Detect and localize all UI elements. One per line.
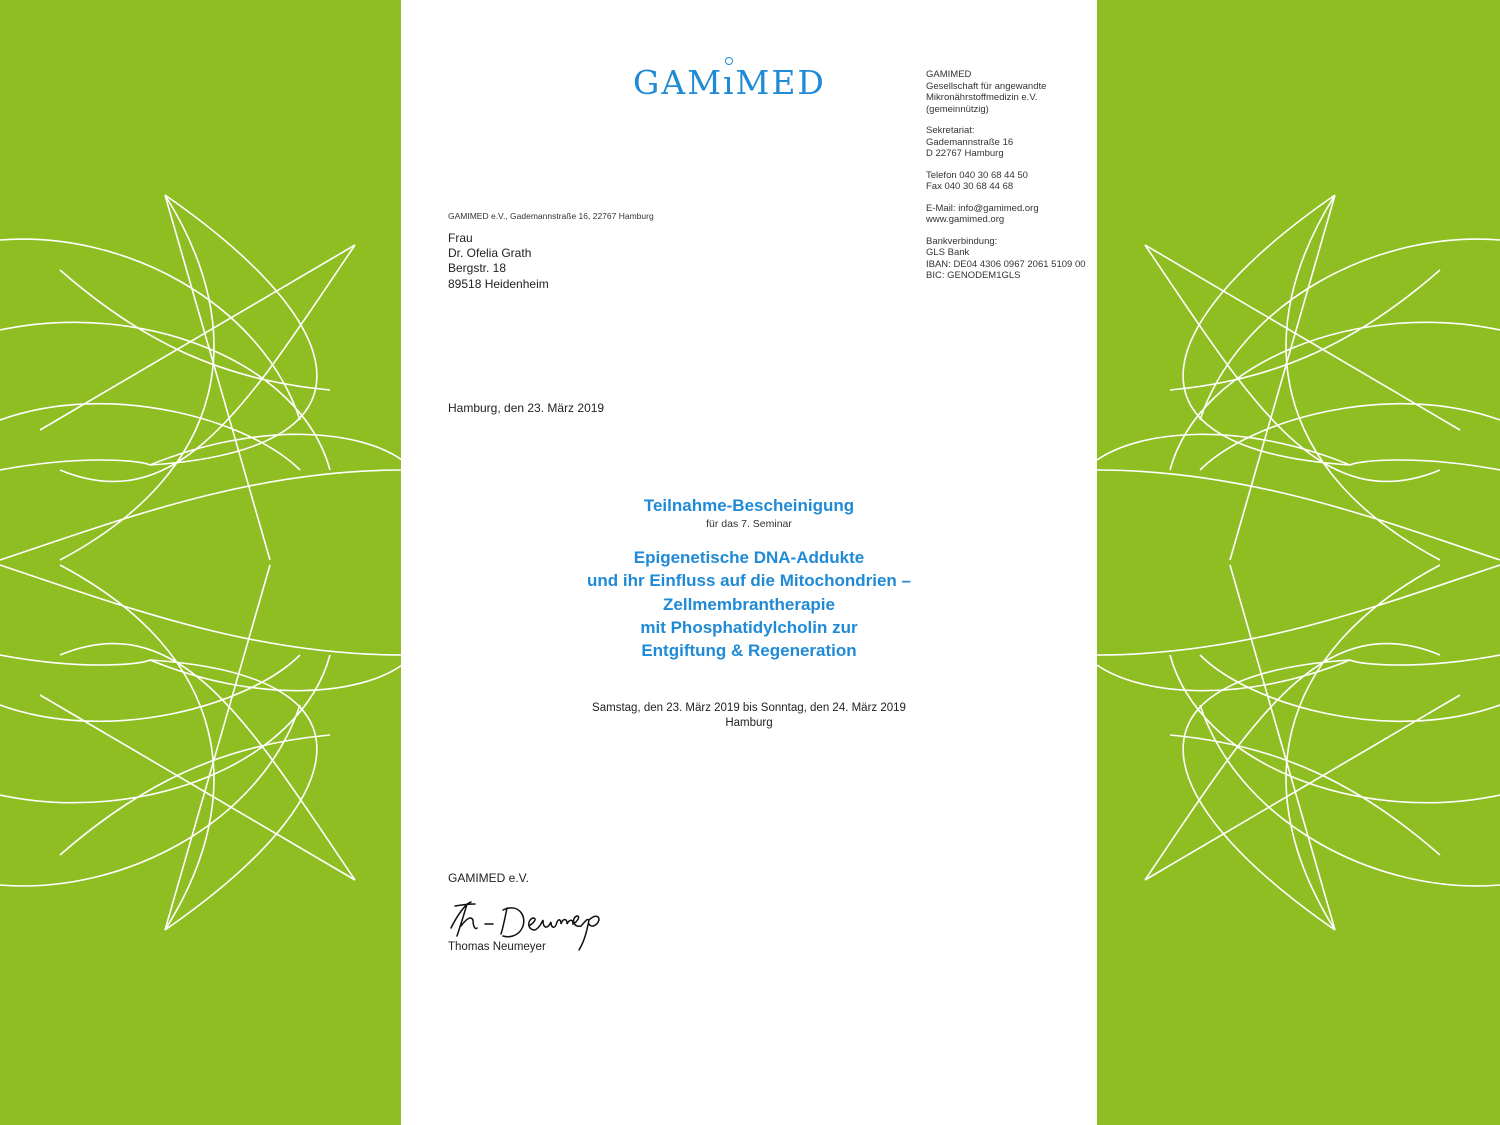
recipient-address	[448, 231, 549, 292]
topic-line: mit Phosphatidylcholin zur	[640, 617, 858, 637]
org-info-line: Fax 040 30 68 44 68	[926, 181, 1014, 192]
right-ornament-panel	[1097, 0, 1500, 1125]
topic-line: und ihr Einfluss auf die Mitochondrien –	[587, 571, 911, 591]
org-info-line: Mikronährstoffmedizin e.V.	[926, 92, 1038, 103]
org-info-line: D 22767 Hamburg	[926, 148, 1004, 159]
org-info-line: www.gamimed.org	[926, 214, 1005, 225]
signer-name: Thomas Neumeyer	[448, 941, 546, 953]
certificate-subtitle: für das 7. Seminar	[706, 518, 792, 530]
recipient-city: 89518 Heidenheim	[448, 276, 549, 291]
org-info-line: BIC: GENODEM1GLS	[926, 270, 1021, 281]
certificate-title: Teilnahme-Bescheinigung	[643, 496, 855, 515]
org-info-line: Bankverbindung:	[926, 235, 998, 247]
gamimed-logo: GAMıMED	[633, 60, 853, 106]
topic-line: Epigenetische DNA-Addukte	[633, 548, 865, 567]
seminar-dates-block	[401, 701, 1097, 731]
left-ornament-panel	[0, 0, 402, 1125]
org-info-line: Gesellschaft für angewandte	[926, 80, 1047, 92]
org-info-line: Telefon 040 30 68 44 50	[926, 169, 1028, 181]
organization-info-block	[926, 69, 1096, 282]
seminar-topic	[401, 546, 1097, 662]
certificate-page	[401, 0, 1097, 1125]
org-info-line: Sekretariat:	[926, 125, 975, 136]
org-info-line: GAMIMED	[926, 69, 972, 80]
topic-line: Entgiftung & Regeneration	[641, 641, 857, 661]
recipient-name: Dr. Ofelia Grath	[448, 246, 532, 261]
topic-line: Zellmembrantherapie	[663, 594, 835, 614]
sender-line: GAMIMED e.V., Gademannstraße 16, 22767 Hamburg	[448, 211, 654, 221]
org-info-line: GLS Bank	[926, 247, 970, 258]
seminar-location: Hamburg	[725, 717, 773, 729]
org-info-line: (gemeinnützig)	[926, 103, 989, 115]
recipient-street: Bergstr. 18	[448, 261, 507, 276]
seminar-dates: Samstag, den 23. März 2019 bis Sonntag, den 24. März 2019	[592, 702, 906, 714]
letter-date: Hamburg, den 23. März 2019	[448, 401, 605, 415]
org-info-line: Gademannstraße 16	[926, 136, 1014, 148]
org-info-line: E-Mail: info@gamimed.org	[926, 202, 1039, 214]
recipient-salutation: Frau	[448, 231, 473, 245]
signing-organization: GAMIMED e.V.	[448, 871, 529, 885]
ornament-pattern-left	[0, 0, 402, 1125]
org-info-line: IBAN: DE04 4306 0967 2061 5109 00	[926, 258, 1086, 270]
ornament-pattern-right	[1097, 0, 1500, 1125]
